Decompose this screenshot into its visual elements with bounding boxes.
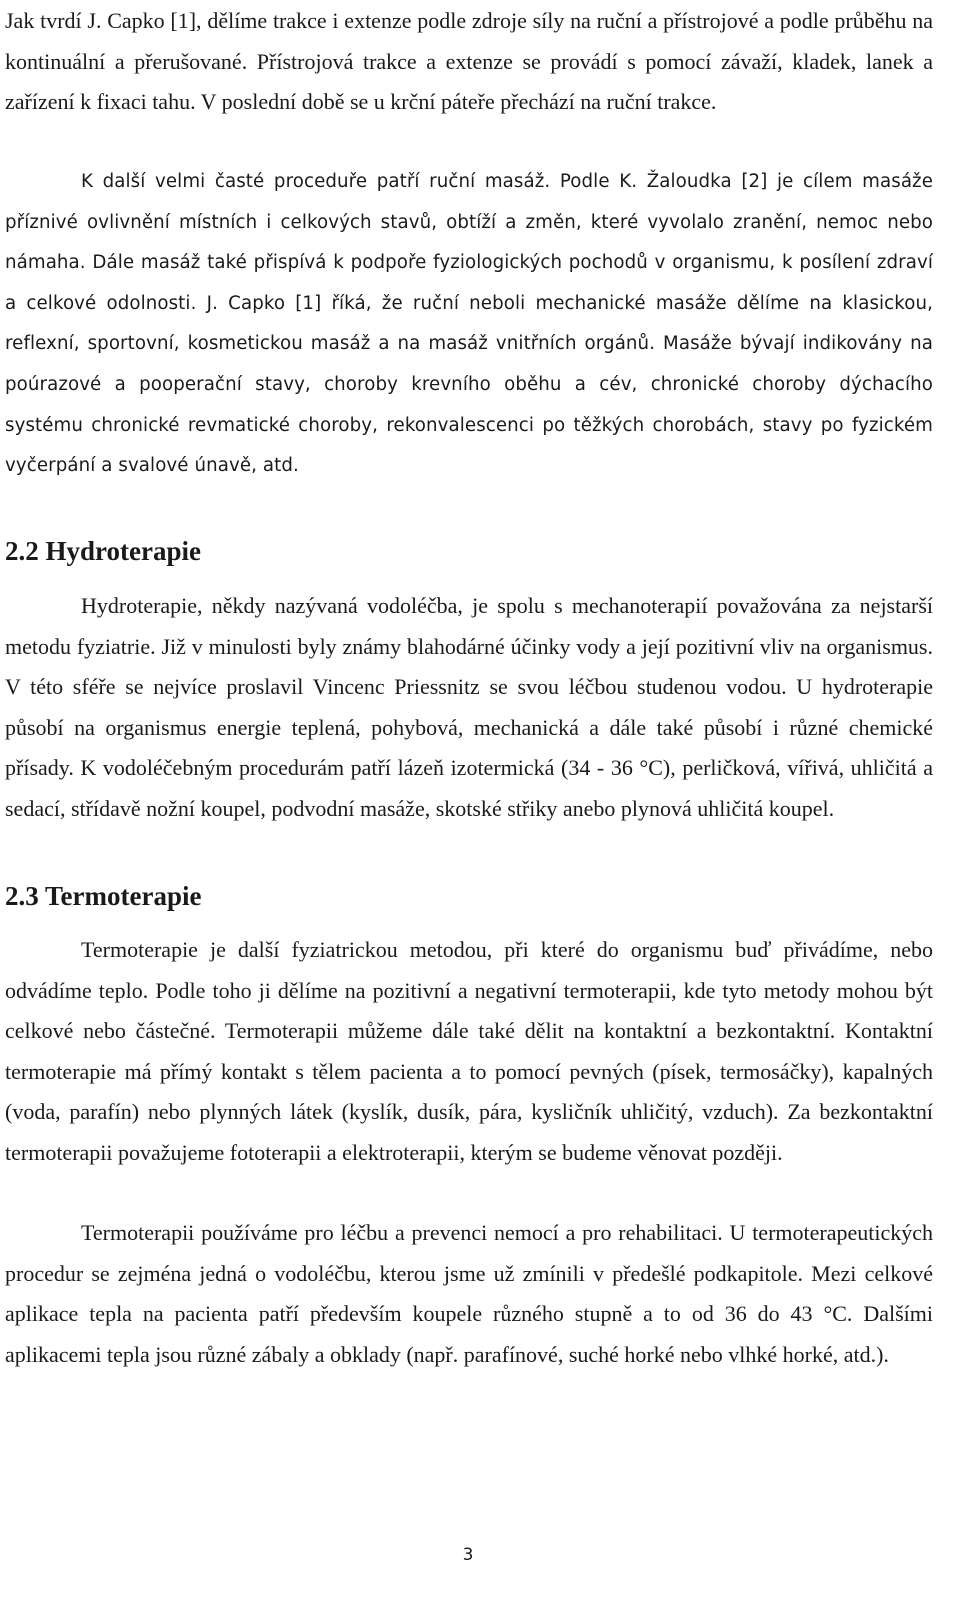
paragraph-termoterapie-1: Termoterapie je další fyziatrickou metodou, při které do organismu buď přivádíme, nebo odvádíme teplo. Podle toho ji dělíme na pozitivní a negativní termoterapii, kde tyto metody mohou být celkové nebo částečné. Termoterapii můžeme dále také dělit na kontaktní a bezkontaktní. Kontaktní termoterapie má přímý kontakt s tělem pacienta a to pomocí pevných (písek, termosáčky), kapalných (voda, parafín) nebo plynných látek (kyslík, dusík, pára, kysličník uhličitý, vzduch). Za bezkontaktní termoterapii považujeme fototerapii a elektroterapii, kterým se budeme věnovat později. — [5, 937, 933, 1165]
paragraph-termoterapie-2: Termoterapii používáme pro léčbu a prevenci nemocí a pro rehabilitaci. U termoterapeutických procedur se zejména jedná o vodoléčbu, kterou jsme už zmínili v předešlé podkapitole. Mezi celkové aplikace tepla na pacienta patří především koupele různého stupně a to od 36 do 43 °C. Dalšími aplikacemi tepla jsou různé zábaly a obklady (např. parafínové, suché horké nebo vlhké horké, atd.). — [5, 1220, 933, 1367]
section-heading-termoterapie: 2.3 Termoterapie — [5, 881, 202, 911]
paragraph-masaz: K další velmi časté proceduře patří ruční masáž. Podle K. Žaloudka [2] je cílem masáže příznivé ovlivnění místních i celkových stavů, obtíží a změn, které vyvolalo zranění, nemoc nebo námaha. Dále masáž také přispívá k podpoře fyziologických pochodů v organismu, k posílení zdraví a celkové odolnosti. J. Capko [1] říká, že ruční neboli mechanické masáže dělíme na klasickou, reflexní, sportovní, kosmetickou masáž a na masáž vnitřních orgánů. Masáže bývají indikovány na poúrazové a pooperační stavy, choroby krevního oběhu a cév, chronické choroby dýchacího systému chronické revmatické choroby, rekonvalescenci po těžkých chorobách, stavy po fyzickém vyčerpání a svalové únavě, atd. — [5, 171, 933, 477]
section-heading-hydroterapie: 2.2 Hydroterapie — [5, 536, 201, 566]
paragraph-hydroterapie: Hydroterapie, někdy nazývaná vodoléčba, je spolu s mechanoterapií považována za nejstarší metodu fyziatrie. Již v minulosti byly známy blahodárné účinky vody a její pozitivní vliv na organismus. V této sféře se nejvíce proslavil Vincenc Priessnitz se svou léčbou studenou vodou. U hydroterapie působí na organismus energie teplená, pohybová, mechanická a dále také působí i různé chemické přísady. K vodoléčebným procedurám patří lázeň izotermická (34 - 36 °C), perličková, vířivá, uhličitá a sedací, střídavě nožní koupel, podvodní masáže, skotské střiky anebo plynová uhličitá koupel. — [5, 593, 933, 821]
paragraph-trakce: Jak tvrdí J. Capko [1], dělíme trakce i extenze podle zdroje síly na ruční a přístrojové a podle průběhu na kontinuální a přerušované. Přístrojová trakce a extenze se provádí s pomocí závaží, kladek, lanek a zařízení k fixaci tahu. V poslední době se u krční páteře přechází na ruční trakce. — [5, 8, 933, 115]
page-number: 3 — [462, 1545, 474, 1565]
